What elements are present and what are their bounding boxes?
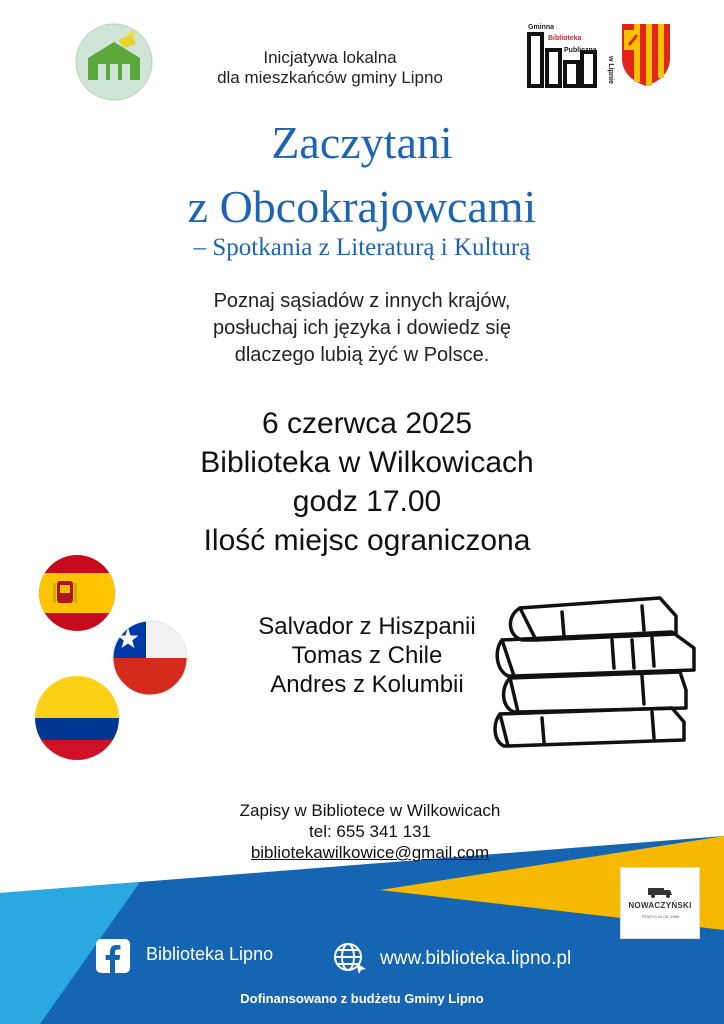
sponsor-tagline: TRADYCJA OD 1986 <box>640 914 679 919</box>
library-logo-word-4: w Lipnie <box>607 56 614 84</box>
globe-icon <box>332 941 368 975</box>
guests-list <box>222 612 512 699</box>
library-logo-word-1: Gminna <box>528 24 555 31</box>
guest-2: Tomas z Chile <box>291 642 443 669</box>
initiative-text <box>170 48 490 88</box>
sponsor-name: NOWACZYŃSKI <box>628 901 692 910</box>
event-details <box>0 404 724 560</box>
sponsor-truck-icon <box>646 884 674 898</box>
intro-line-1: Poznaj sąsiadów z innych krajów, <box>213 290 511 312</box>
chile-flag-icon <box>110 618 190 698</box>
colombia-flag-icon <box>34 675 120 761</box>
event-date: 6 czerwca 2025 <box>261 407 473 440</box>
funding-note: Dofinansowano z budżetu Gminy Lipno <box>240 991 484 1006</box>
books-stack-icon <box>492 590 702 750</box>
green-house-logo-icon <box>74 22 154 102</box>
event-note: Ilość miejsc ograniczona <box>203 524 531 557</box>
title-line-2: z Obcokrajowcami <box>187 181 537 232</box>
guest-3: Andres z Kolumbii <box>270 671 464 698</box>
intro-text <box>0 288 724 369</box>
signup-phone: tel: 655 341 131 <box>309 822 431 841</box>
initiative-line-1: Inicjatywa lokalna <box>263 48 397 67</box>
intro-line-3: dlaczego lubią żyć w Polsce. <box>234 344 490 366</box>
spain-flag-icon <box>37 553 117 633</box>
signup-info <box>180 800 560 863</box>
initiative-line-2: dla mieszkańców gminy Lipno <box>217 68 443 87</box>
lipno-crest-icon <box>620 22 672 88</box>
library-logo-word-2: Biblioteka <box>548 35 582 42</box>
library-logo-icon <box>526 20 616 92</box>
signup-line: Zapisy w Bibliotece w Wilkowicach <box>239 801 501 820</box>
website-link[interactable]: www.biblioteka.lipno.pl <box>380 948 572 969</box>
facebook-label[interactable]: Biblioteka Lipno <box>146 944 274 964</box>
signup-email-link[interactable]: bibliotekawilkowice@gmail.com <box>250 843 490 862</box>
intro-line-2: posłuchaj ich języka i dowiedz się <box>213 317 511 339</box>
event-time: godz 17.00 <box>292 485 442 518</box>
guest-1: Salvador z Hiszpanii <box>258 613 476 640</box>
event-place: Biblioteka w Wilkowicach <box>200 446 534 479</box>
library-logo-word-3: Publiczna <box>564 47 597 54</box>
title-line-1: Zaczytani <box>271 117 453 168</box>
facebook-icon[interactable] <box>96 939 130 973</box>
subtitle: – Spotkania z Literaturą i Kulturą <box>193 234 531 261</box>
